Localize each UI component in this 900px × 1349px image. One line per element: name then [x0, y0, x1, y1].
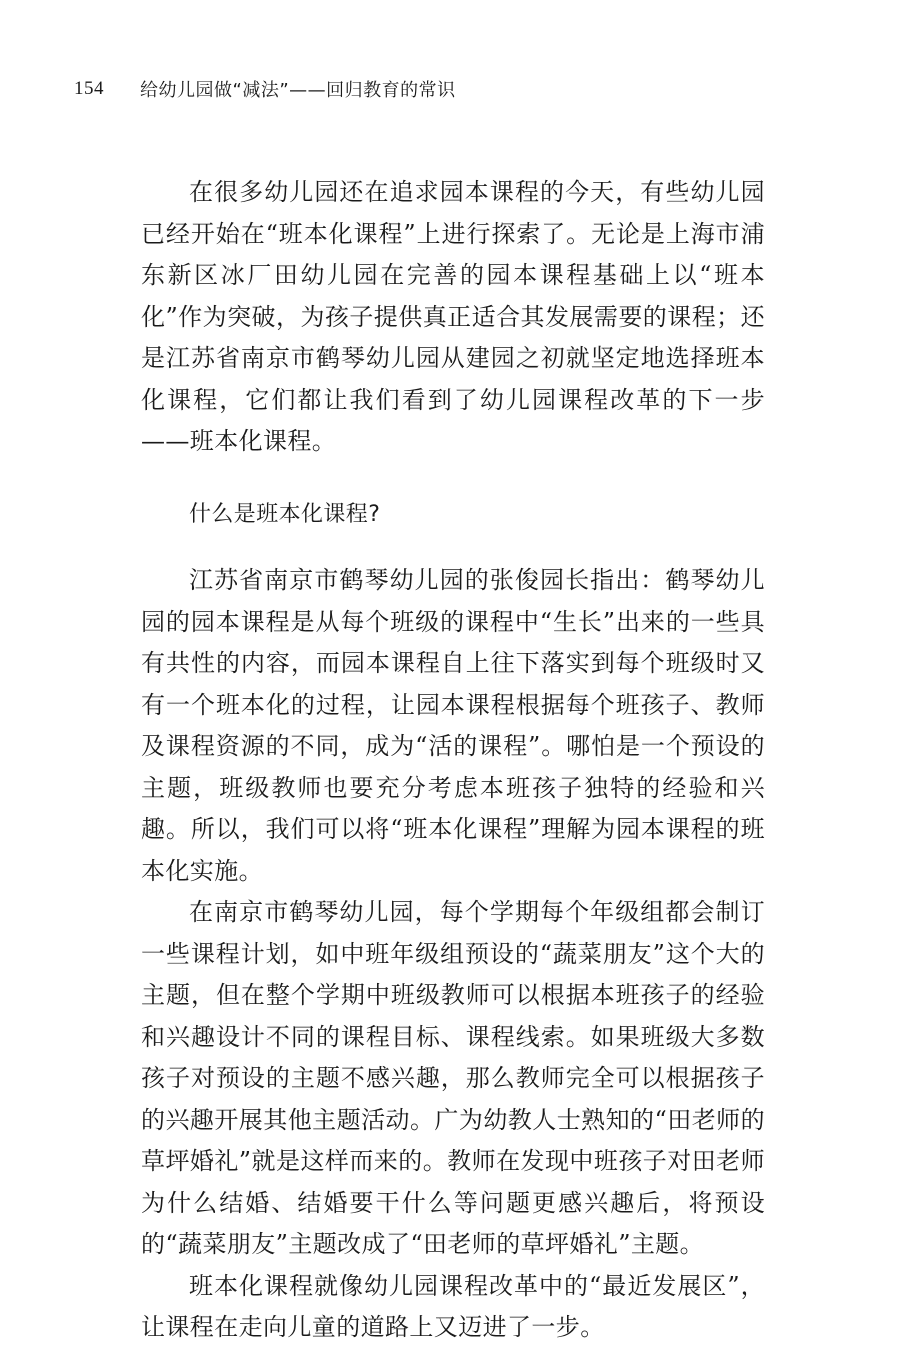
page-number: 154: [74, 78, 104, 99]
book-title: 给幼儿园做“减法”——回归教育的常识: [140, 80, 456, 101]
paragraph-intro: 在很多幼儿园还在追求园本课程的今天，有些幼儿园已经开始在“班本化课程”上进行探索了。无论是上海市浦东新区冰厂田幼儿园在完善的园本课程基础上以“班本化”作为突破，为孩子提供真正适合其发展需要的课程；还是江苏省南京市鹤琴幼儿园从建园之初就坚定地选择班本化课程，它们都让我们看到了幼儿园课程改革的下一步——班本化课程。: [141, 178, 765, 455]
paragraph-conclusion: 班本化课程就像幼儿园课程改革中的“最近发展区”，让课程在走向儿童的道路上又迈进了一步。: [141, 1271, 765, 1341]
running-head: [74, 74, 456, 104]
body-text: [141, 172, 765, 1349]
paragraph-definition: 江苏省南京市鹤琴幼儿园的张俊园长指出：鹤琴幼儿园的园本课程是从每个班级的课程中“生长”出来的一些具有共性的内容，而园本课程自上往下落实到每个班级时又有一个班本化的过程，让园本课程根据每个班孩子、教师及课程资源的不同，成为“活的课程”。哪怕是一个预设的主题，班级教师也要充分考虑本班孩子独特的经验和兴趣。所以，我们可以将“班本化课程”理解为园本课程的班本化实施。: [141, 566, 765, 885]
paragraph-example: 在南京市鹤琴幼儿园，每个学期每个年级组都会制订一些课程计划，如中班年级组预设的“蔬菜朋友”这个大的主题，但在整个学期中班级教师可以根据本班孩子的经验和兴趣设计不同的课程目标、课程线索。如果班级大多数孩子对预设的主题不感兴趣，那么教师完全可以根据孩子的兴趣开展其他主题活动。广为幼教人士熟知的“田老师的草坪婚礼”就是这样而来的。教师在发现中班孩子对田老师为什么结婚、结婚要干什么等问题更感兴趣后，将预设的“蔬菜朋友”主题改成了“田老师的草坪婚礼”主题。: [141, 898, 765, 1258]
section-question: 什么是班本化课程?: [189, 501, 381, 527]
